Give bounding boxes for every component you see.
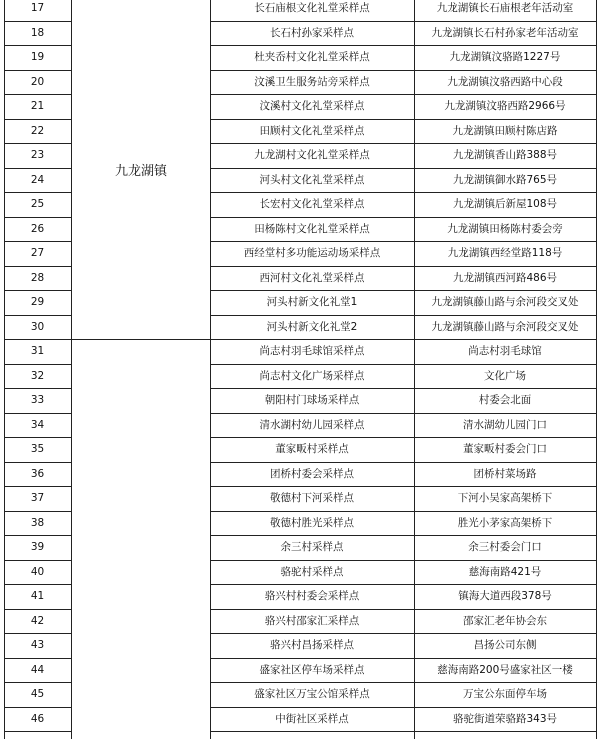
site-address: 慈海南路421号 [468, 565, 542, 578]
site-address: 团桥村菜场路 [473, 467, 537, 480]
row-number: 34 [30, 418, 45, 431]
site-address: 清水湖幼儿园门口 [463, 418, 547, 431]
site-name: 董家畈村采样点 [275, 443, 349, 455]
site-address: 九龙湖镇后新屋108号 [452, 198, 558, 210]
row-number: 40 [30, 565, 45, 578]
site-name: 长石庙根文化礼堂采样点 [254, 2, 370, 14]
site-name: 西经堂村多功能运动场采样点 [243, 247, 381, 259]
site-name: 田顾村文化礼堂采样点 [259, 124, 365, 137]
site-name: 尚志村文化广场采样点 [259, 369, 365, 382]
site-name: 敬德村胜光采样点 [270, 516, 354, 529]
site-address: 昌扬公司东侧 [473, 639, 537, 651]
site-name: 盛家社区停车场采样点 [259, 663, 365, 676]
row-number: 33 [30, 394, 45, 406]
site-address: 九龙湖镇田杨陈村委会旁 [447, 222, 563, 235]
site-name: 长石村孙家采样点 [270, 26, 354, 39]
site-name: 骆驼村采样点 [280, 565, 344, 578]
town-name-cell: 九龙湖镇 [72, 0, 210, 339]
site-name: 骆兴村昌扬采样点 [270, 639, 354, 651]
row-number: 27 [30, 247, 45, 259]
row-number: 43 [30, 639, 45, 651]
site-name: 田杨陈村文化礼堂采样点 [254, 222, 370, 235]
site-address: 九龙湖镇藤山路与余河段交叉处 [431, 320, 579, 333]
town-blank-cell [72, 340, 210, 739]
site-name: 朝阳村门球场采样点 [264, 394, 360, 406]
row-number: 44 [30, 663, 45, 676]
site-name: 西河村文化礼堂采样点 [259, 271, 365, 284]
site-address: 九龙湖镇汶骆西路2966号 [444, 100, 566, 112]
site-address: 九龙湖镇藤山路与余河段交叉处 [431, 296, 579, 308]
site-name: 杜夹岙村文化礼堂采样点 [254, 51, 370, 63]
row-number: 19 [30, 51, 45, 63]
row-number: 28 [30, 271, 45, 284]
site-name: 汶溪村文化礼堂采样点 [259, 100, 365, 112]
site-name: 河头村文化礼堂采样点 [259, 173, 365, 186]
site-address: 慈海南路200号盛家社区一楼 [437, 663, 573, 676]
row-number: 22 [30, 124, 45, 137]
table-vertical-rule [596, 0, 597, 739]
site-name: 骆兴村村委会采样点 [264, 590, 360, 602]
row-number: 20 [30, 75, 45, 88]
row-number: 21 [30, 100, 45, 112]
row-number: 45 [30, 688, 45, 700]
row-number: 35 [30, 443, 45, 455]
site-address: 骆驼街道荣骆路343号 [452, 712, 558, 725]
row-number: 30 [30, 320, 45, 333]
site-address: 董家畈村委会门口 [463, 443, 547, 455]
row-number: 17 [30, 2, 45, 14]
site-address: 文化广场 [484, 369, 526, 382]
site-address: 邵家汇老年协会东 [463, 614, 547, 627]
site-name: 长宏村文化礼堂采样点 [259, 198, 365, 210]
row-number: 36 [30, 467, 45, 480]
site-address: 村委会北面 [478, 394, 532, 406]
row-number: 18 [30, 26, 45, 39]
row-number: 46 [30, 712, 45, 725]
site-name: 河头村新文化礼堂2 [266, 320, 358, 333]
row-number: 32 [30, 369, 45, 382]
site-address: 九龙湖镇汶骆路1227号 [449, 51, 561, 63]
site-address: 九龙湖镇西河路486号 [452, 271, 558, 284]
site-address: 余三村委会门口 [468, 541, 542, 553]
row-number: 29 [30, 296, 45, 308]
site-address: 九龙湖镇长石村孙家老年活动室 [431, 26, 579, 39]
row-number: 38 [30, 516, 45, 529]
site-address: 下河小吴家高架桥下 [457, 492, 553, 504]
site-address: 九龙湖镇香山路388号 [452, 149, 558, 161]
row-number: 23 [30, 149, 45, 161]
row-number: 41 [30, 590, 45, 602]
site-name: 团桥村委会采样点 [270, 467, 354, 480]
row-number: 37 [30, 492, 45, 504]
site-address: 九龙湖镇汶骆西路中心段 [447, 75, 563, 88]
row-number: 42 [30, 614, 45, 627]
site-name: 中街社区采样点 [275, 712, 349, 725]
site-name: 盛家社区万宝公馆采样点 [254, 688, 370, 700]
site-address: 胜光小茅家高架桥下 [457, 516, 553, 529]
site-address: 九龙湖镇西经堂路118号 [447, 247, 563, 259]
row-number: 24 [30, 173, 45, 186]
site-address: 镇海大道西段378号 [458, 590, 552, 602]
site-name: 清水湖村幼儿园采样点 [259, 418, 365, 431]
row-number: 39 [30, 541, 45, 553]
row-number: 31 [30, 345, 45, 357]
site-name: 汶溪卫生服务站旁采样点 [254, 75, 370, 88]
row-number: 25 [30, 198, 45, 210]
site-address: 九龙湖镇田顾村陈店路 [452, 124, 558, 137]
site-name: 骆兴村邵家汇采样点 [264, 614, 360, 627]
row-number: 26 [30, 222, 45, 235]
site-address: 九龙湖镇长石庙根老年活动室 [436, 2, 574, 14]
site-name: 河头村新文化礼堂1 [266, 296, 358, 308]
site-address: 万宝公东面停车场 [463, 688, 547, 700]
site-address: 尚志村羽毛球馆 [468, 345, 542, 357]
site-name: 敬德村下河采样点 [270, 492, 354, 504]
site-name: 九龙湖村文化礼堂采样点 [254, 149, 370, 161]
site-address: 九龙湖镇御水路765号 [452, 173, 558, 186]
site-name: 余三村采样点 [280, 541, 344, 553]
site-name: 尚志村羽毛球馆采样点 [259, 345, 365, 357]
